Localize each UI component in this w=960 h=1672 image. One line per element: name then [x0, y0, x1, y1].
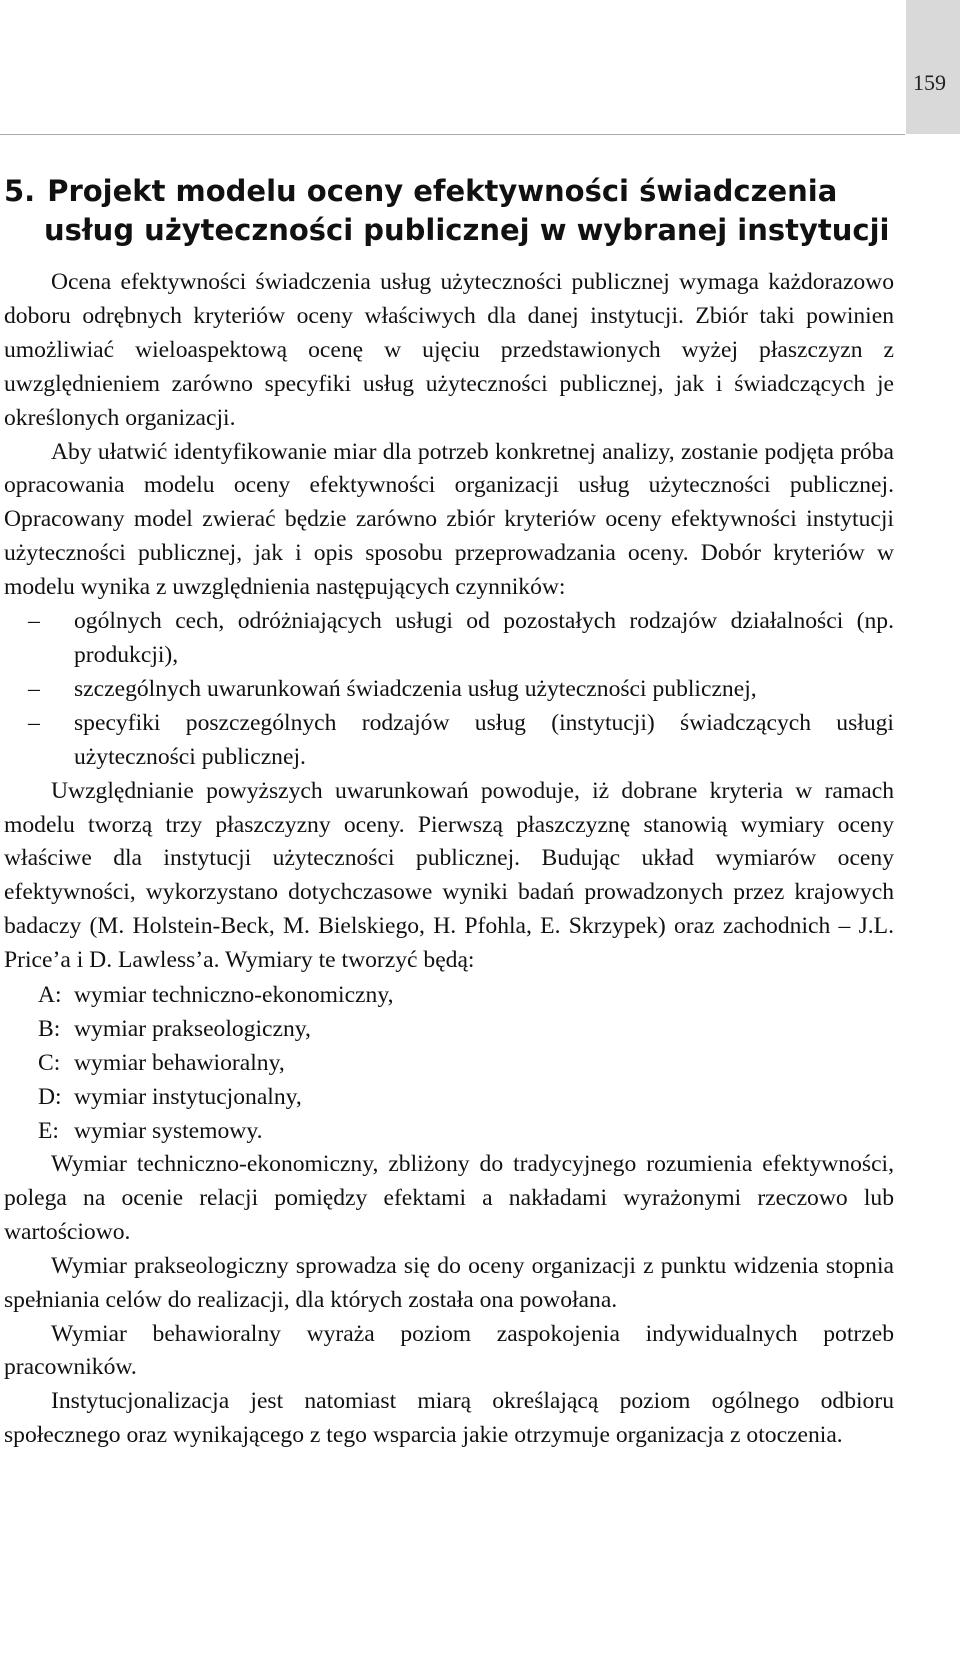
- chapter-title: [4, 172, 894, 250]
- dimension-item: [4, 978, 894, 1012]
- paragraph-6: Wymiar behawioralny wyraża poziom zaspokojenia indywidualnych potrzeb pracowników.: [4, 1320, 894, 1381]
- paragraph-2: Aby ułatwić identyfikowanie miar dla potrzeb konkretnej analizy, zostanie podjęta próba opracowania modelu oceny efektywności organizacji usług użyteczności publicznej. Opracowany model zwierać będzie zarówno zbiór kryteriów oceny efektywności instytucji użyteczności publicznej, jak i opis sposobu przeprowadzania oceny. Dobór kryteriów w modelu wynika z uwzględnienia następujących czynników:: [4, 438, 894, 601]
- paragraph-5: Wymiar prakseologiczny sprowadza się do oceny organizacji z punktu widzenia stopnia spełniania celów do realizacji, dla których została ona powołana.: [4, 1252, 894, 1313]
- dash-bullet: –: [28, 709, 40, 736]
- list-item-text: specyfiki poszczególnych rodzajów usług (instytucji) świadczących usługi użyteczności publicznej.: [74, 709, 894, 770]
- dash-bullet: –: [28, 608, 40, 635]
- paragraph-7: Instytucjonalizacja jest natomiast miarą określającą poziom ogólnego odbioru społecznego oraz wynikającego z tego wsparcia jakie otrzymuje organizacja z otoczenia.: [4, 1388, 894, 1449]
- dash-bullet: –: [28, 675, 40, 702]
- factors-list: [4, 605, 894, 775]
- dimension-letter: D:: [38, 1084, 62, 1111]
- list-item: [4, 707, 894, 775]
- chapter-title-text: Projekt modelu oceny efektywności świadczenia usług użyteczności publicznej w wybranej instytucji: [44, 174, 890, 247]
- dimension-letter: B:: [38, 1016, 61, 1043]
- list-item: [4, 673, 894, 707]
- header-rule: [0, 134, 905, 135]
- page-content: [4, 172, 894, 1453]
- dimension-letter: C:: [38, 1050, 61, 1077]
- dimension-text: wymiar behawioralny,: [74, 1050, 285, 1077]
- paragraph-1: Ocena efektywności świadczenia usług użyteczności publicznej wymaga każdorazowo doboru odrębnych kryteriów oceny właściwych dla danej instytucji. Zbiór taki powinien umożliwiać wieloaspektową ocenę w ujęciu przedstawionych wyżej płaszczyzn z uwzględnieniem zarówno specyfiki usług użyteczności publicznej, jak i świadczących je określonych organizacji.: [4, 269, 894, 431]
- dimension-text: wymiar instytucjonalny,: [74, 1084, 302, 1111]
- paragraph-4: Wymiar techniczno-ekonomiczny, zbliżony do tradycyjnego rozumienia efektywności, polega na ocenie relacji pomiędzy efektami a nakładami wyrażonymi rzeczowo lub wartościowo.: [4, 1151, 894, 1245]
- dimension-text: wymiar techniczno-ekonomiczny,: [74, 982, 394, 1009]
- chapter-number: 5.: [4, 174, 36, 208]
- dimension-item: [4, 1114, 894, 1148]
- dimension-text: wymiar systemowy.: [74, 1118, 263, 1145]
- list-item-text: ogólnych cech, odróżniających usługi od pozostałych rodzajów działalności (np. produkcji),: [74, 608, 894, 668]
- dimensions-list: [4, 978, 894, 1148]
- list-item: [4, 605, 894, 673]
- paragraph-3: Uwzględnianie powyższych uwarunkowań powoduje, iż dobrane kryteria w ramach modelu tworzą trzy płaszczyzny oceny. Pierwszą płaszczyznę stanowią wymiary oceny właściwe dla instytucji użyteczności publicznej. Budując układ wymiarów oceny efektywności, wykorzystano dotychczasowe wyniki badań prowadzonych przez krajowych badaczy (M. Holstein-Beck, M. Bielskiego, H. Pfohla, E. Skrzypek) oraz zachodnich – J.L. Price’a i D. Lawless’a. Wymiary te tworzyć będą:: [4, 777, 894, 974]
- page-edge-tab: [906, 0, 960, 134]
- dimension-item: [4, 1012, 894, 1046]
- page-number: 159: [913, 70, 946, 95]
- list-item-text: szczególnych uwarunkowań świadczenia usług użyteczności publicznej,: [74, 675, 757, 702]
- dimension-text: wymiar prakseologiczny,: [74, 1016, 311, 1043]
- dimension-letter: E:: [38, 1118, 59, 1145]
- dimension-item: [4, 1046, 894, 1080]
- dimension-item: [4, 1080, 894, 1114]
- dimension-letter: A:: [38, 982, 62, 1009]
